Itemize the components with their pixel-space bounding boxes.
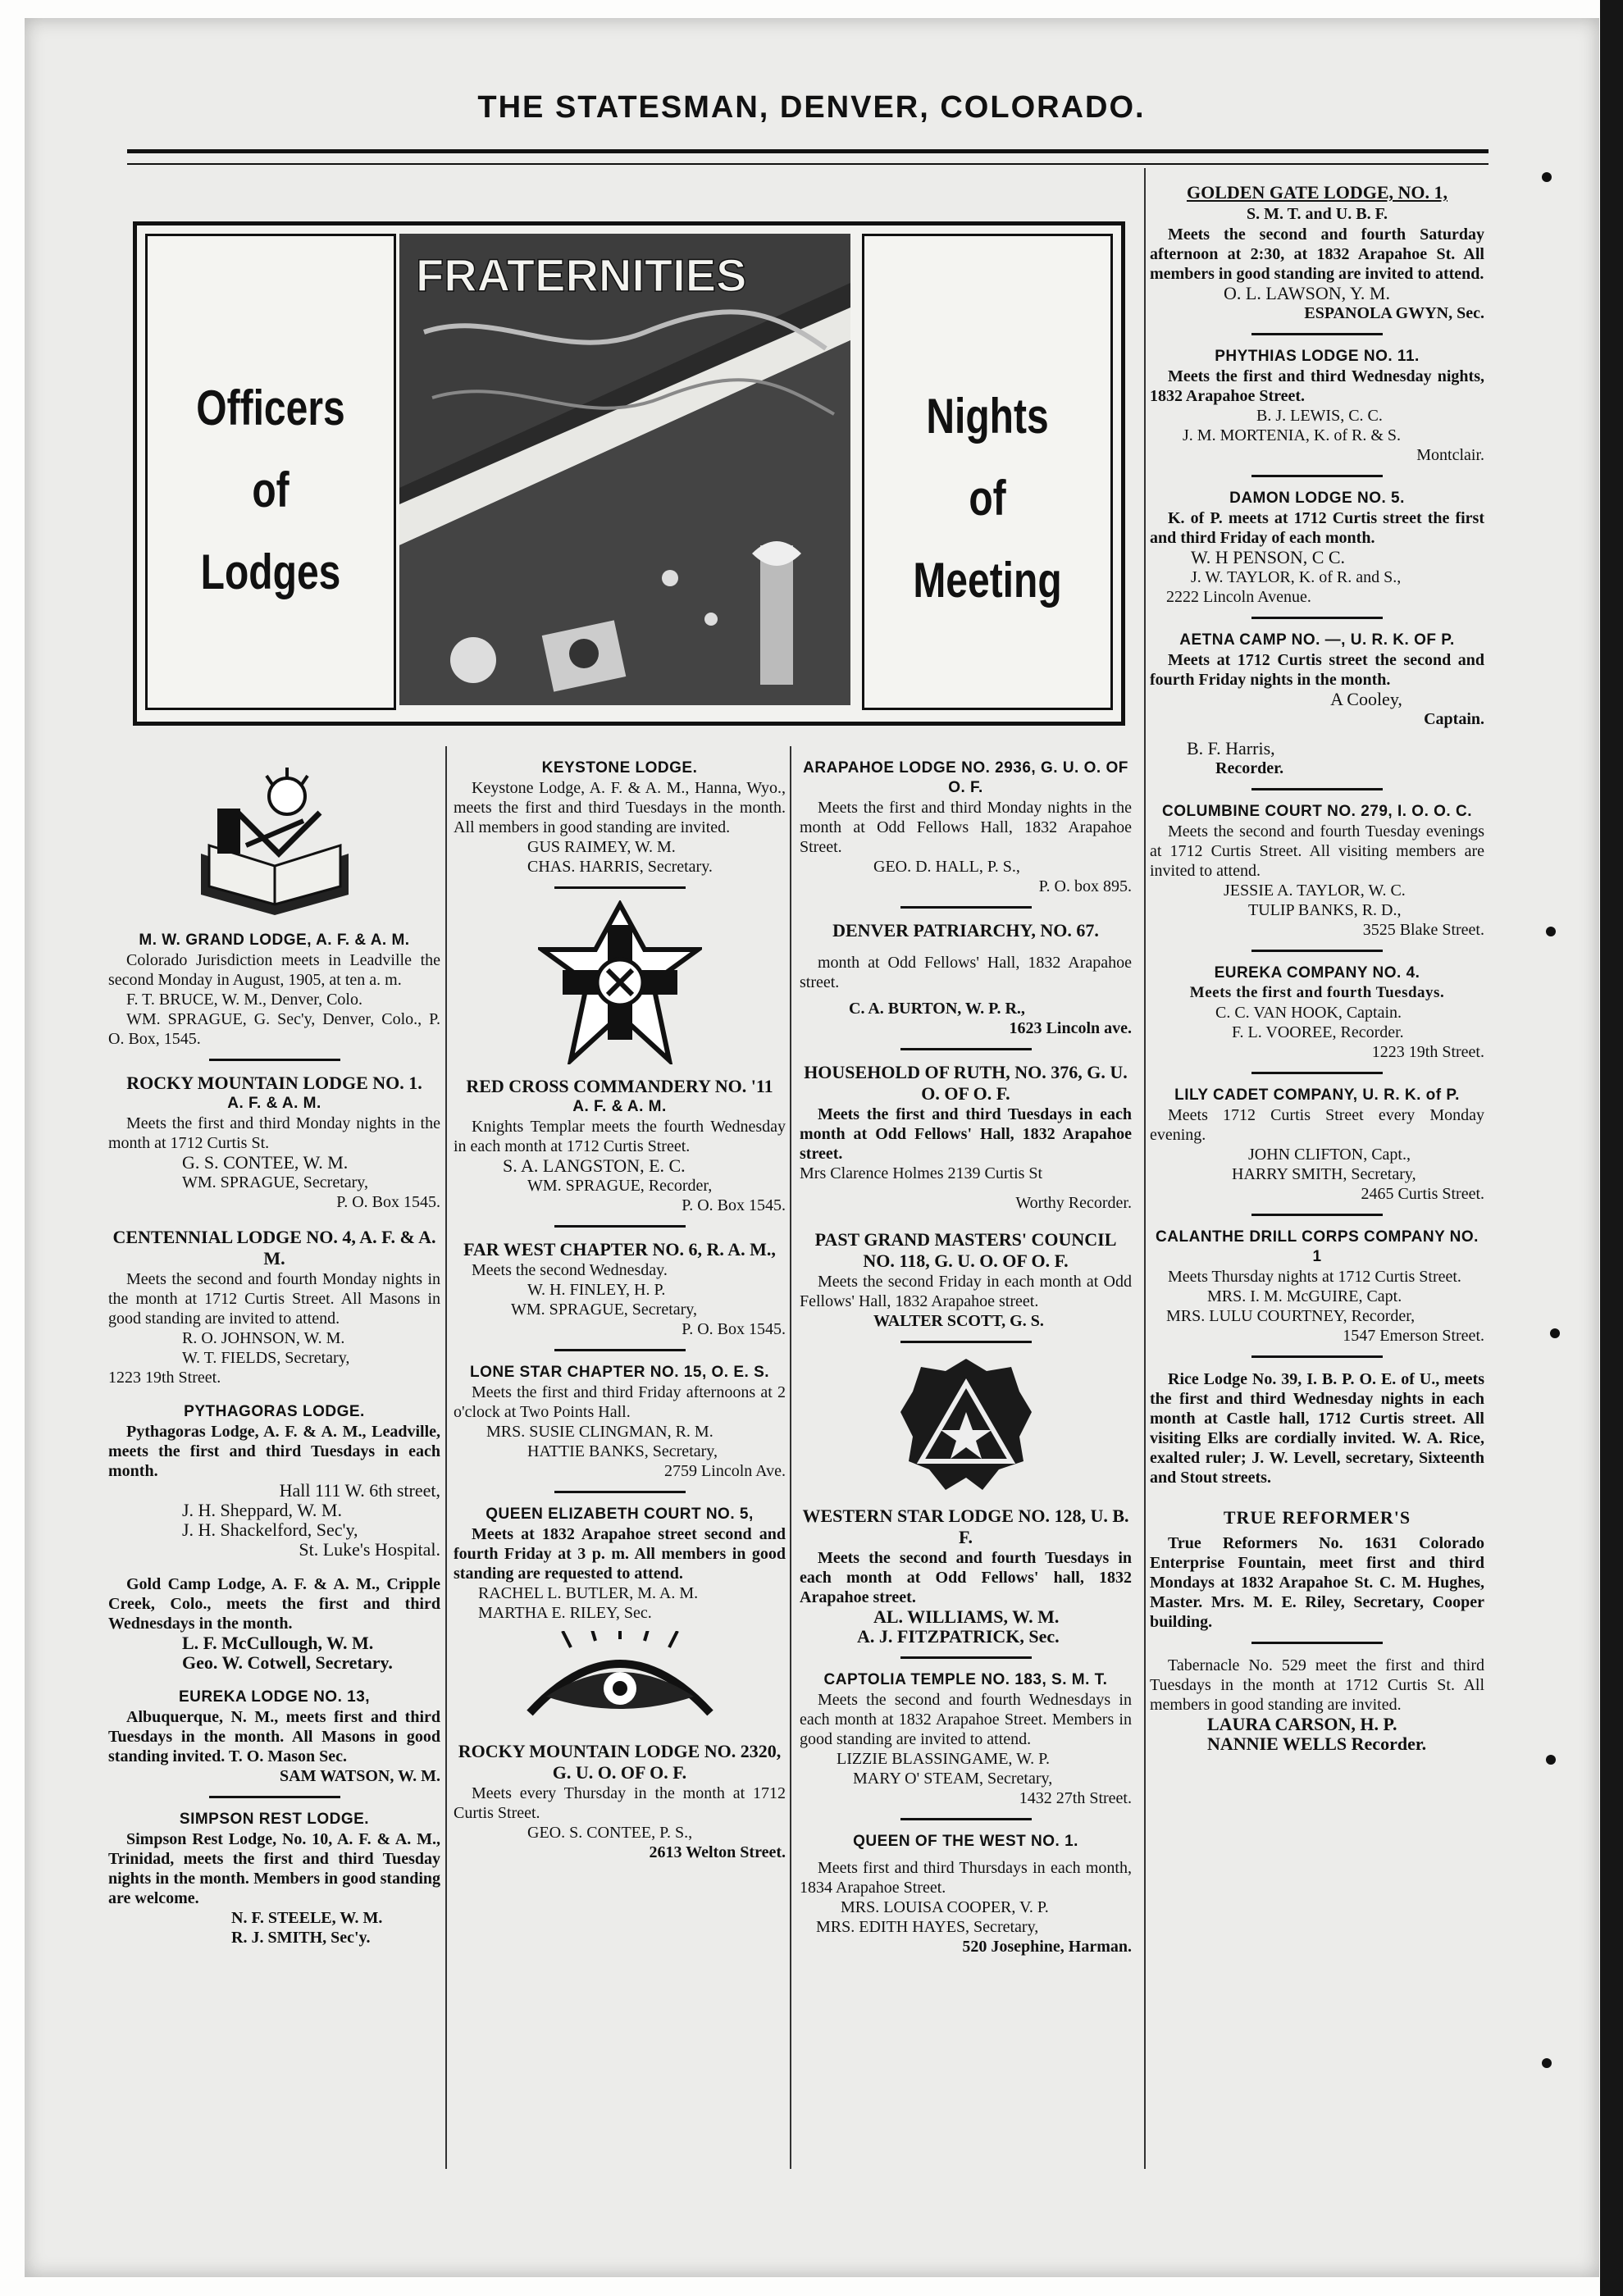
entry-body: Meets Thursday nights at 1712 Curtis Street.	[1168, 1268, 1461, 1286]
entry-title: PAST GRAND MASTERS' COUNCIL NO. 118, G. U. O. OF O. F.	[814, 1229, 1117, 1271]
entry-signature: JOHN CLIFTON, Capt.,	[1248, 1146, 1411, 1164]
entry-title: PHYTHIAS LODGE NO. 11.	[1215, 348, 1420, 365]
entry-body: Meets the second and fourth Tuesdays in each month at Odd Fellows' hall, 1832 Arapahoe street.	[800, 1549, 1132, 1606]
scan-speck	[1546, 1755, 1556, 1765]
entry-signature: CHAS. HARRIS, Secretary.	[527, 858, 713, 876]
entry-title: PYTHAGORAS LODGE.	[184, 1403, 365, 1420]
entry-signature: W. H PENSON, C C.	[1191, 547, 1346, 567]
entry-signature: WM. SPRAGUE, Secretary,	[511, 1301, 698, 1319]
entry-title: HOUSEHOLD OF RUTH, NO. 376, G. U. O. OF O. F.	[804, 1062, 1128, 1104]
entry-signature: WM. SPRAGUE, Recorder,	[527, 1177, 713, 1195]
entry-title: QUEEN ELIZABETH COURT NO. 5,	[486, 1506, 754, 1523]
separator	[554, 1225, 686, 1228]
entry-signature: J. H. Sheppard, W. M.	[182, 1500, 342, 1520]
entry-title: M. W. GRAND LODGE, A. F. & A. M.	[139, 932, 410, 949]
entry-body: Meets the second and fourth Tuesday evenings at 1712 Curtis Street. All visiting members are invited to attend.	[1150, 822, 1484, 880]
entry-signature: 1623 Lincoln ave.	[1009, 1019, 1132, 1037]
entry-signature: Worthy Recorder.	[1015, 1194, 1132, 1212]
entry-title: GOLDEN GATE LODGE, NO. 1,	[1186, 182, 1448, 203]
entry-body: K. of P. meets at 1712 Curtis street the first and third Friday of each month.	[1150, 509, 1484, 547]
entry-title: ARAPAHOE LODGE NO. 2936, G. U. O. OF O. F.	[803, 759, 1128, 796]
entry-title: TRUE REFORMER'S	[1223, 1507, 1411, 1528]
masonic-book-icon	[189, 763, 361, 919]
entry-title: FAR WEST CHAPTER NO. 6, R. A. M.,	[463, 1239, 776, 1260]
officers-box	[145, 234, 396, 710]
entry-signature: J. W. TAYLOR, K. of R. and S.,	[1191, 568, 1402, 586]
nights-box	[862, 234, 1113, 710]
arapahoe-lodge-entry	[800, 758, 1132, 896]
scan-edge	[1600, 0, 1623, 2296]
separator	[900, 1656, 1032, 1659]
entry-signature: B. F. Harris,	[1187, 738, 1275, 758]
entry-title: QUEEN OF THE WEST NO. 1.	[853, 1833, 1078, 1850]
column-1	[108, 758, 440, 1956]
entry-title: CALANTHE DRILL CORPS COMPANY NO. 1	[1156, 1228, 1479, 1265]
entry-signature: WALTER SCOTT, G. S.	[873, 1312, 1044, 1330]
keystone-lodge-entry	[454, 758, 786, 877]
entry-signature: Geo. W. Cotwell, Secretary.	[182, 1652, 393, 1673]
entry-title: WESTERN STAR LODGE NO. 128, U. B. F.	[802, 1506, 1129, 1547]
entry-signature: C. C. VAN HOOK, Captain.	[1215, 1004, 1402, 1022]
entry-signature: A. J. FITZPATRICK, Sec.	[857, 1626, 1060, 1647]
scan-speck	[1542, 172, 1552, 182]
entry-signature: J. M. MORTENIA, K. of R. & S.	[1183, 426, 1402, 444]
entry-signature: R. J. SMITH, Sec'y.	[231, 1929, 371, 1947]
entry-signature: MARTHA E. RILEY, Sec.	[478, 1604, 652, 1622]
entry-title: KEYSTONE LODGE.	[541, 759, 698, 777]
banner-right-line: Nights	[926, 389, 1049, 444]
queen-elizabeth-court-entry	[454, 1505, 786, 1623]
separator	[554, 1491, 686, 1493]
entry-signature: GUS RAIMEY, W. M.	[527, 838, 676, 856]
separator	[1251, 333, 1383, 335]
entry-body: Meets the second Wednesday.	[472, 1261, 668, 1279]
separator	[900, 906, 1032, 909]
entry-body: Pythagoras Lodge, A. F. & A. M., Leadville, meets the first and third Tuesdays in each month.	[108, 1423, 440, 1480]
separator	[1251, 1642, 1383, 1644]
entry-body: Meets 1712 Curtis Street every Monday evening.	[1150, 1106, 1484, 1144]
entry-signature: L. F. McCullough, W. M.	[182, 1633, 374, 1653]
masthead: THE STATESMAN, DENVER, COLORADO.	[477, 90, 1146, 125]
far-west-chapter-entry	[454, 1239, 786, 1339]
entry-signature: LIZZIE BLASSINGAME, W. P.	[837, 1750, 1051, 1768]
grand-lodge-entry	[108, 931, 440, 1049]
entry-body: Keystone Lodge, A. F. & A. M., Hanna, Wyo., meets the first and third Tuesdays in the month. All members in good standing are invited.	[454, 779, 786, 836]
entry-signature: WM. SPRAGUE, G. Sec'y, Denver, Colo., P. O. Box, 1545.	[108, 1010, 440, 1048]
banner-left-line: Lodges	[200, 544, 341, 599]
entry-signature: S. A. LANGSTON, E. C.	[503, 1155, 686, 1176]
entry-title: CAPTOLIA TEMPLE NO. 183, S. M. T.	[823, 1671, 1108, 1688]
entry-signature: P. O. Box 1545.	[336, 1193, 440, 1211]
entry-signature: P. O. Box 1545.	[682, 1196, 786, 1214]
entry-signature: TULIP BANKS, R. D.,	[1248, 901, 1402, 919]
scan-speck	[1546, 927, 1556, 936]
column-2	[454, 758, 786, 1870]
entry-title: ROCKY MOUNTAIN LODGE NO. 2320, G. U. O. OF O. F.	[458, 1741, 782, 1783]
entry-signature: 2465 Curtis Street.	[1361, 1185, 1484, 1203]
entry-signature: RACHEL L. BUTLER, M. A. M.	[478, 1584, 699, 1602]
entry-signature: MRS. SUSIE CLINGMAN, R. M.	[486, 1423, 713, 1441]
banner-left-line: Officers	[196, 380, 345, 435]
entry-body: Knights Templar meets the fourth Wednesday in each month at 1712 Curtis Street.	[454, 1118, 786, 1155]
entry-signature: LAURA CARSON, H. P.	[1207, 1714, 1397, 1734]
entry-signature: F. L. VOOREE, Recorder.	[1232, 1023, 1404, 1041]
entry-title: DAMON LODGE NO. 5.	[1229, 490, 1405, 507]
entry-signature: Recorder.	[1215, 759, 1284, 777]
triangle-star-emblem-icon	[896, 1355, 1036, 1494]
masthead-rule	[127, 149, 1489, 165]
entry-signature: GEO. D. HALL, P. S.,	[873, 858, 1020, 876]
separator	[1251, 1214, 1383, 1216]
entry-title: SIMPSON REST LODGE.	[179, 1811, 370, 1828]
separator	[1251, 950, 1383, 952]
damon-lodge-entry	[1150, 489, 1484, 607]
entry-title: ROCKY MOUNTAIN LODGE NO. 1.	[126, 1073, 422, 1093]
rocky-mountain-odd-fellows-entry	[454, 1741, 786, 1862]
pythagoras-lodge-entry	[108, 1402, 440, 1560]
entry-signature: MRS. I. M. McGUIRE, Capt.	[1207, 1287, 1402, 1305]
entry-title: AETNA CAMP NO. —, U. R. K. OF P.	[1179, 631, 1455, 649]
entry-signature: F. T. BRUCE, W. M., Denver, Colo.	[126, 991, 362, 1009]
aetna-camp-entry	[1150, 631, 1484, 778]
entry-title: EUREKA COMPANY NO. 4.	[1214, 964, 1420, 982]
entry-body: Tabernacle No. 529 meet the first and third Tuesdays in the month at 1712 Curtis St. All members in good standing are invited.	[1150, 1656, 1484, 1714]
entry-signature: G. S. CONTEE, W. M.	[182, 1152, 349, 1173]
entry-body: Meets the first and third Monday nights in the month at 1712 Curtis St.	[108, 1114, 440, 1152]
entry-signature: W. T. FIELDS, Secretary,	[182, 1349, 350, 1367]
entry-signature: 2222 Lincoln Avenue.	[1166, 588, 1311, 606]
household-of-ruth-entry	[800, 1062, 1132, 1213]
entry-signature: ESPANOLA GWYN, Sec.	[1304, 304, 1484, 322]
separator	[900, 1341, 1032, 1343]
separator	[1251, 1072, 1383, 1074]
entry-body: Meets the second and fourth Saturday afternoon at 2:30, at 1832 Arapahoe St. All members in good standing are invited to attend.	[1150, 226, 1484, 283]
entry-body: Meets the second and fourth Wednesdays in each month at 1832 Arapahoe Street. Members in good standing are invited to attend.	[800, 1691, 1132, 1748]
entry-body: Meets the second Friday in each month at Odd Fellows' Hall, 1832 Arapahoe street.	[800, 1273, 1132, 1310]
column-rule	[445, 746, 447, 2169]
entry-body: Simpson Rest Lodge, No. 10, A. F. & A. M., Trinidad, meets the first and third Tuesday nights in the month. Members in good standing are welcome.	[108, 1830, 440, 1907]
entry-signature: Mrs Clarence Holmes 2139 Curtis St	[800, 1164, 1043, 1182]
rice-lodge-entry	[1150, 1369, 1484, 1487]
entry-signature: A Cooley,	[1330, 689, 1402, 709]
entry-body: Meets the first and fourth Tuesdays.	[1189, 984, 1445, 1001]
rocky-mountain-lodge-entry	[108, 1073, 440, 1212]
entry-signature: HARRY SMITH, Secretary,	[1232, 1165, 1416, 1183]
western-star-lodge-entry	[800, 1506, 1132, 1647]
separator	[554, 1349, 686, 1351]
entry-body: Meets the first and third Wednesday nights, 1832 Arapahoe Street.	[1150, 367, 1484, 405]
centennial-lodge-entry	[108, 1227, 440, 1387]
separator	[1251, 1355, 1383, 1358]
banner-left-line: of	[252, 462, 289, 517]
entry-title: CENTENNIAL LODGE NO. 4, A. F. & A. M.	[112, 1227, 436, 1269]
entry-subtitle: A. F. & A. M.	[572, 1098, 667, 1115]
entry-body: Gold Camp Lodge, A. F. & A. M., Cripple Creek, Colo., meets the first and third Wednesdays in the month.	[108, 1575, 440, 1633]
entry-body: Colorado Jurisdiction meets in Leadville the second Monday in August, 1905, at ten a. m.	[108, 951, 440, 989]
entry-signature: MARY O' STEAM, Secretary,	[853, 1770, 1053, 1788]
entry-signature: NANNIE WELLS Recorder.	[1207, 1733, 1427, 1754]
separator	[209, 1796, 340, 1798]
separator	[209, 1059, 340, 1061]
columbine-court-entry	[1150, 802, 1484, 940]
eureka-company-entry	[1150, 963, 1484, 1062]
entry-signature: 2759 Lincoln Ave.	[664, 1462, 786, 1480]
simpson-rest-lodge-entry	[108, 1810, 440, 1947]
separator	[1251, 788, 1383, 790]
column-rule	[790, 746, 791, 2169]
entry-signature: St. Luke's Hospital.	[299, 1539, 440, 1560]
entry-body: True Reformers No. 1631 Colorado Enterprise Fountain, meet first and third Mondays at 1832 Arapahoe St. C. M. Hughes, Master. Mrs. M. E. Riley, Secretary, Cooper building.	[1150, 1534, 1484, 1631]
entry-signature: P. O. Box 1545.	[682, 1320, 786, 1338]
column-4	[1150, 182, 1484, 1762]
red-cross-commandery-entry	[454, 1076, 786, 1215]
lone-star-chapter-entry	[454, 1363, 786, 1481]
all-seeing-eye-icon	[513, 1631, 727, 1729]
separator	[554, 886, 686, 889]
entry-signature: 2613 Welton Street.	[649, 1843, 786, 1861]
entry-signature: J. H. Shackelford, Sec'y,	[182, 1519, 358, 1540]
banner-art-title: FRATERNITIES	[416, 249, 747, 301]
entry-signature: 520 Josephine, Harman.	[962, 1938, 1132, 1956]
entry-signature: SAM WATSON, W. M.	[280, 1767, 440, 1785]
column-rule	[1144, 168, 1146, 2169]
lily-cadet-company-entry	[1150, 1086, 1484, 1204]
entry-signature: P. O. box 895.	[1038, 877, 1132, 895]
entry-signature: GEO. S. CONTEE, P. S.,	[527, 1824, 693, 1842]
entry-signature: Hall 111 W. 6th street,	[279, 1480, 440, 1501]
entry-signature: O. L. LAWSON, Y. M.	[1224, 283, 1390, 303]
red-cross-emblem-icon	[538, 900, 702, 1064]
entry-signature: Montclair.	[1416, 446, 1484, 464]
entry-body: Meets at 1712 Curtis street the second and fourth Friday nights in the month.	[1150, 651, 1484, 689]
captolia-temple-entry	[800, 1670, 1132, 1808]
entry-signature: 3525 Blake Street.	[1362, 921, 1484, 939]
true-reformers-entry	[1150, 1507, 1484, 1754]
entry-signature: 1547 Emerson Street.	[1343, 1327, 1484, 1345]
entry-title: COLUMBINE COURT NO. 279, I. O. O. C.	[1162, 803, 1472, 820]
entry-signature: 1223 19th Street.	[108, 1369, 221, 1387]
scan-speck	[1550, 1328, 1560, 1338]
past-grand-masters-entry	[800, 1229, 1132, 1331]
entry-signature: B. J. LEWIS, C. C.	[1256, 407, 1383, 425]
entry-signature: MRS. EDITH HAYES, Secretary,	[816, 1918, 1039, 1936]
entry-signature: 1432 27th Street.	[1019, 1789, 1132, 1807]
separator	[900, 1818, 1032, 1820]
entry-subtitle: S. M. T. and U. B. F.	[1247, 205, 1388, 223]
entry-body: month at Odd Fellows' Hall, 1832 Arapahoe street.	[800, 954, 1132, 991]
separator	[900, 1048, 1032, 1050]
banner-right-line: of	[969, 471, 1006, 526]
entry-signature: WM. SPRAGUE, Secretary,	[182, 1173, 369, 1191]
entry-signature: R. O. JOHNSON, W. M.	[182, 1329, 345, 1347]
entry-signature: C. A. BURTON, W. P. R.,	[849, 1000, 1025, 1018]
fraternities-illustration	[399, 234, 850, 705]
entry-title: DENVER PATRIARCHY, NO. 67.	[832, 920, 1099, 941]
entry-signature: Captain.	[1424, 710, 1484, 728]
entry-body: Meets the first and third Friday afternoons at 2 o'clock at Two Points Hall.	[454, 1383, 786, 1421]
separator	[1251, 475, 1383, 477]
entry-signature: N. F. STEELE, W. M.	[231, 1909, 383, 1927]
entry-title: LILY CADET COMPANY, U. R. K. of P.	[1174, 1086, 1460, 1104]
eureka-lodge-entry	[108, 1688, 440, 1786]
entry-signature: JESSIE A. TAYLOR, W. C.	[1224, 882, 1406, 900]
banner-right-line: Meeting	[913, 553, 1062, 608]
calanthe-drill-corps-entry	[1150, 1228, 1484, 1346]
entry-signature: HATTIE BANKS, Secretary,	[527, 1442, 718, 1460]
entry-body: Albuquerque, N. M., meets first and third Tuesdays in the month. All Masons in good standing invited. T. O. Mason Sec.	[108, 1708, 440, 1765]
entry-body: Meets the first and third Monday nights in the month at Odd Fellows Hall, 1832 Arapahoe Street.	[800, 799, 1132, 856]
column-3	[800, 758, 1132, 1965]
entry-title: LONE STAR CHAPTER NO. 15, O. E. S.	[469, 1364, 770, 1381]
entry-subtitle: A. F. & A. M.	[227, 1095, 321, 1112]
entry-title: EUREKA LODGE NO. 13,	[178, 1688, 371, 1706]
entry-body: Meets at 1832 Arapahoe street second and fourth Friday at 3 p. m. All members in good standing are requested to attend.	[454, 1525, 786, 1583]
golden-gate-lodge-entry	[1150, 182, 1484, 323]
entry-body: Meets the first and third Tuesdays in each month at Odd Fellows' Hall, 1832 Arapahoe street.	[800, 1105, 1132, 1163]
queen-of-the-west-entry	[800, 1832, 1132, 1957]
entry-body: Meets every Thursday in the month at 1712 Curtis Street.	[454, 1784, 786, 1822]
entry-title: RED CROSS COMMANDERY NO. '11	[466, 1076, 773, 1096]
entry-signature: W. H. FINLEY, H. P.	[527, 1281, 666, 1299]
entry-body: Rice Lodge No. 39, I. B. P. O. E. of U., meets the first and third Wednesday nights in each month at Castle hall, 1712 Curtis street. All visiting Elks are cordially invited. W. A. Rice, exalted ruler; J. W. Levell, secretary, Sixteenth and Stout streets.	[1150, 1370, 1484, 1487]
fraternities-banner	[133, 221, 1125, 726]
scan-speck	[1542, 2058, 1552, 2068]
separator	[1251, 617, 1383, 619]
entry-signature: MRS. LULU COURTNEY, Recorder,	[1166, 1307, 1416, 1325]
entry-body: Meets first and third Thursdays in each month, 1834 Arapahoe Street.	[800, 1859, 1132, 1897]
denver-patriarchy-entry	[800, 920, 1132, 1038]
phythias-lodge-entry	[1150, 347, 1484, 465]
entry-signature: AL. WILLIAMS, W. M.	[873, 1606, 1060, 1627]
entry-signature: 1223 19th Street.	[1371, 1043, 1484, 1061]
entry-body: Meets the second and fourth Monday nights in the month at 1712 Curtis Street. All Masons in good standing are invited to attend.	[108, 1270, 440, 1328]
entry-signature: MRS. LOUISA COOPER, V. P.	[841, 1898, 1049, 1916]
gold-camp-lodge-entry	[108, 1574, 440, 1673]
